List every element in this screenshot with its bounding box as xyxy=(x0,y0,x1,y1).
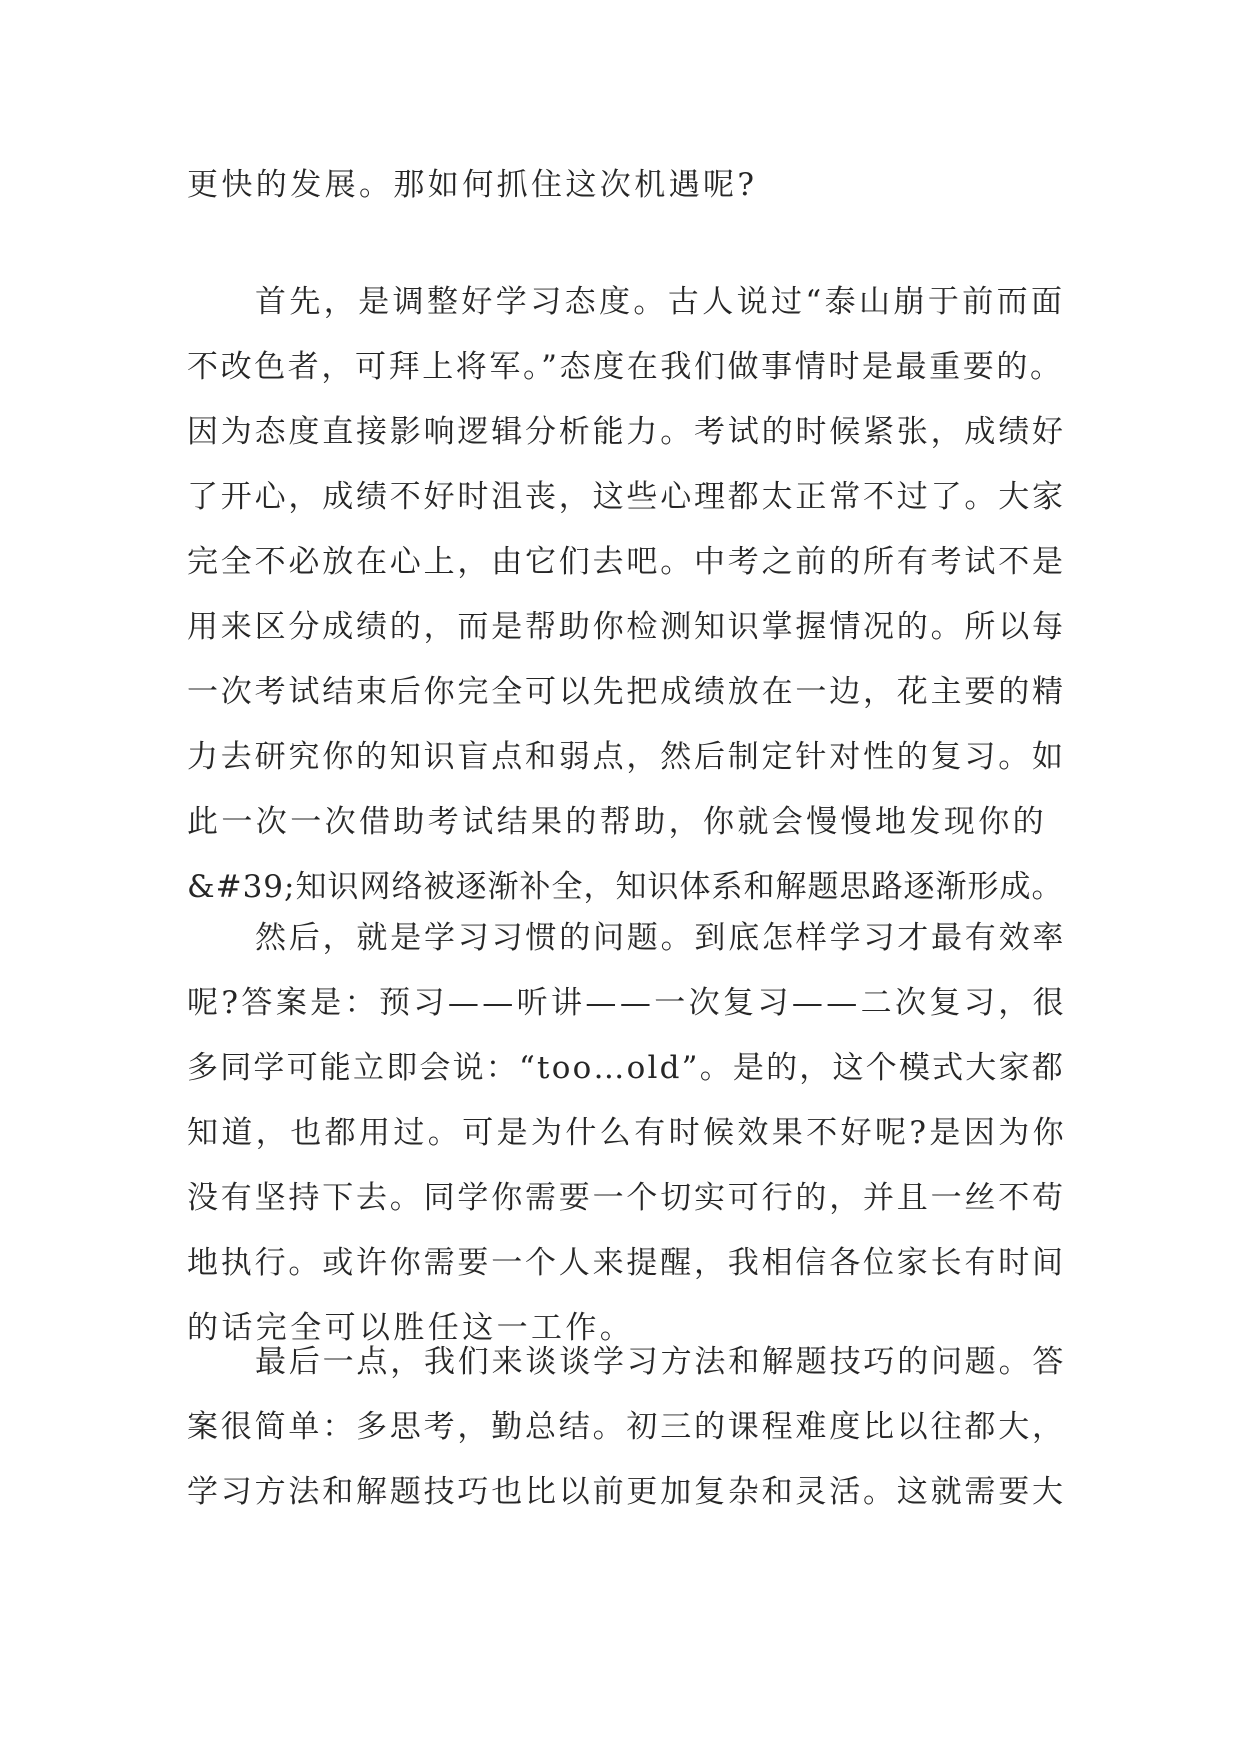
text-line: 的话完全可以胜任这一工作。 xyxy=(187,1310,635,1346)
text-line: 没有坚持下去。同学你需要一个切实可行的，并且一丝不苟 xyxy=(187,1180,1066,1216)
text-line: 不改色者，可拜上将军。”态度在我们做事情时是最重要的。 xyxy=(187,349,1064,385)
text-line: &#39;知识网络被逐渐补全，知识体系和解题思路逐渐形成。 xyxy=(187,869,1064,905)
text-line: 学习方法和解题技巧也比以前更加复杂和灵活。这就需要大 xyxy=(187,1474,1066,1510)
text-line: 案很简单：多思考，勤总结。初三的课程难度比以往都大， xyxy=(187,1409,1066,1445)
text-line: 用来区分成绩的，而是帮助你检测知识掌握情况的。所以每 xyxy=(187,609,1066,645)
text-line: 了开心，成绩不好时沮丧，这些心理都太正常不过了。大家 xyxy=(187,479,1066,515)
text-line: 因为态度直接影响逻辑分析能力。考试的时候紧张，成绩好 xyxy=(187,414,1066,450)
text-line: 多同学可能立即会说：“too…old”。是的，这个模式大家都 xyxy=(187,1050,1065,1086)
text-line: 完全不必放在心上，由它们去吧。中考之前的所有考试不是 xyxy=(187,544,1066,580)
text-line: 地执行。或许你需要一个人来提醒，我相信各位家长有时间 xyxy=(187,1245,1066,1281)
text-line: 呢?答案是：预习——听讲——一次复习——二次复习，很 xyxy=(187,985,1068,1021)
text-line: 一次考试结束后你完全可以先把成绩放在一边，花主要的精 xyxy=(187,674,1066,710)
paragraph-attitude xyxy=(187,270,1067,920)
text-line: 知道，也都用过。可是为什么有时候效果不好呢?是因为你 xyxy=(187,1115,1068,1151)
text-line: 首先，是调整好学习态度。古人说过“泰山崩于前而面 xyxy=(255,284,1066,320)
paragraph-habits xyxy=(187,906,1067,1361)
paragraph-methods xyxy=(187,1330,1067,1525)
text-line: 最后一点，我们来谈谈学习方法和解题技巧的问题。答 xyxy=(255,1344,1067,1380)
text-line: 然后，就是学习习惯的问题。到底怎样学习才最有效率 xyxy=(255,920,1067,956)
text-line: 此一次一次借助考试结果的帮助，你就会慢慢地发现你的 xyxy=(187,804,1047,840)
paragraph-continuation xyxy=(187,153,1067,218)
text-line: 力去研究你的知识盲点和弱点，然后制定针对性的复习。如 xyxy=(187,739,1066,775)
text-line: 更快的发展。那如何抓住这次机遇呢? xyxy=(187,167,758,203)
